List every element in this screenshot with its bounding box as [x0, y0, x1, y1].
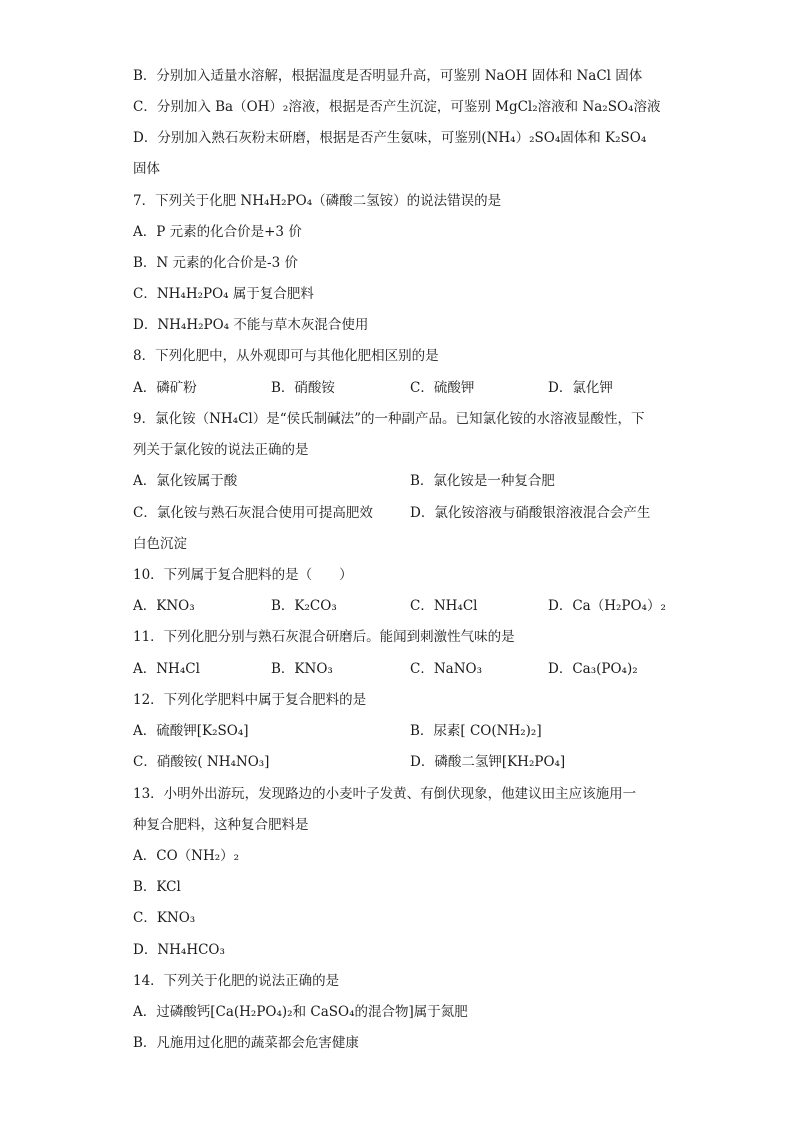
q9-stem-line1: 9．氯化铵（NH₄Cl）是“侯氏制碱法”的一种副产品。已知氯化铵的水溶液显酸性，下 — [133, 411, 645, 427]
q9-option-a: A．氯化铵属于酸 — [133, 473, 238, 489]
q12-stem: 12．下列化学肥料中属于复合肥料的是 — [133, 692, 367, 708]
q7-option-b: B．N 元素的化合价是-3 价 — [133, 255, 298, 271]
q7-option-c: C．NH₄H₂PO₄ 属于复合肥料 — [133, 286, 314, 302]
q14-stem: 14．下列关于化肥的说法正确的是 — [133, 973, 340, 989]
q9-stem-line2: 列关于氯化铵的说法正确的是 — [133, 442, 309, 458]
q8-stem: 8．下列化肥中，从外观即可与其他化肥相区别的是 — [133, 348, 439, 364]
q10-option-d: D．Ca（H₂PO₄）₂ — [548, 598, 666, 614]
q9-option-d-line2: 白色沉淀 — [133, 536, 187, 552]
q7-option-d: D．NH₄H₂PO₄ 不能与草木灰混合使用 — [133, 317, 369, 333]
q6-option-c: C．分别加入 Ba（OH）₂溶液，根据是否产生沉淀，可鉴别 MgCl₂溶液和 Na₂SO₄溶液 — [133, 99, 661, 115]
q12-option-d: D．磷酸二氢钾[KH₂PO₄] — [410, 754, 566, 770]
q8-option-c: C．硫酸钾 — [410, 380, 475, 396]
q8-option-a: A．磷矿粉 — [133, 380, 197, 396]
q8-option-b: B．硝酸铵 — [271, 380, 335, 396]
q9-option-b: B．氯化铵是一种复合肥 — [410, 473, 555, 489]
q13-option-b: B．KCl — [133, 879, 181, 895]
q12-option-a: A．硫酸钾[K₂SO₄] — [133, 723, 249, 739]
q8-option-d: D．氯化钾 — [548, 380, 613, 396]
q6-option-d-line2: 固体 — [133, 161, 160, 177]
q10-option-c: C．NH₄Cl — [410, 598, 478, 614]
q11-option-c: C．NaNO₃ — [410, 661, 482, 677]
q13-stem-line1: 13．小明外出游玩，发现路边的小麦叶子发黄、有倒伏现象，他建议田主应该施用一 — [133, 786, 637, 802]
q11-option-d: D．Ca₃(PO₄)₂ — [548, 661, 638, 677]
q12-option-c: C．硝酸铵( NH₄NO₃] — [133, 754, 270, 770]
q6-option-b: B．分别加入适量水溶解，根据温度是否明显升高，可鉴别 NaOH 固体和 NaCl 固体 — [133, 68, 643, 84]
q7-stem: 7．下列关于化肥 NH₄H₂PO₄（磷酸二氢铵）的说法错误的是 — [133, 193, 502, 209]
q14-option-a: A．过磷酸钙[Ca(H₂PO₄)₂和 CaSO₄的混合物]属于氮肥 — [133, 1004, 468, 1020]
q11-option-a: A．NH₄Cl — [133, 661, 200, 677]
q10-stem: 10．下列属于复合肥料的是（ ） — [133, 567, 353, 583]
q13-option-a: A．CO（NH₂）₂ — [133, 848, 240, 864]
q9-option-d-line1: D．氯化铵溶液与硝酸银溶液混合会产生 — [410, 505, 651, 521]
q7-option-a: A．P 元素的化合价是+3 价 — [133, 224, 302, 240]
q13-option-d: D．NH₄HCO₃ — [133, 942, 225, 958]
q6-option-d-line1: D．分别加入熟石灰粉末研磨，根据是否产生氨味，可鉴别(NH₄）₂SO₄固体和 K₂SO₄ — [133, 130, 647, 146]
q13-stem-line2: 种复合肥料，这种复合肥料是 — [133, 817, 309, 833]
q13-option-c: C．KNO₃ — [133, 910, 196, 926]
q14-option-b: B．凡施用过化肥的蔬菜都会危害健康 — [133, 1035, 359, 1051]
q10-option-b: B．K₂CO₃ — [271, 598, 337, 614]
q10-option-a: A．KNO₃ — [133, 598, 195, 614]
q11-option-b: B．KNO₃ — [271, 661, 333, 677]
q9-option-c: C．氯化铵与熟石灰混合使用可提高肥效 — [133, 505, 373, 521]
q11-stem: 11．下列化肥分别与熟石灰混合研磨后。能闻到刺激性气味的是 — [133, 629, 515, 645]
q12-option-b: B．尿素[ CO(NH₂)₂] — [410, 723, 542, 739]
